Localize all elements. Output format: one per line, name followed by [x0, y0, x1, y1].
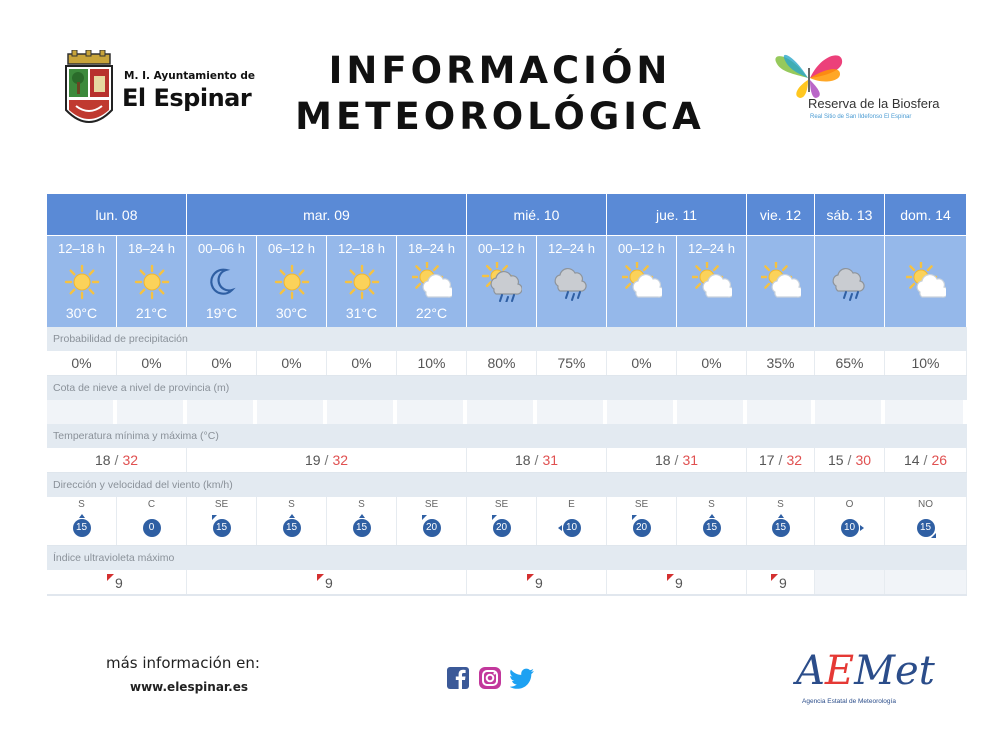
temp-min-max	[885, 448, 967, 472]
snow-level-cell	[467, 400, 537, 424]
uv-cell	[47, 570, 187, 594]
uv-flag-icon	[771, 574, 778, 581]
uv-value: 9	[675, 575, 683, 591]
sun-icon	[272, 262, 312, 302]
wind-arrow-icon	[558, 525, 562, 531]
wind-arrow-icon	[778, 514, 784, 518]
forecast-table	[47, 194, 967, 596]
wind-direction: S	[777, 499, 784, 510]
uv-value: 9	[779, 575, 787, 591]
precip-value: 0%	[117, 351, 187, 375]
precip-value: 0%	[47, 351, 117, 375]
twitter-icon[interactable]	[510, 666, 536, 690]
temp-separator: /	[778, 452, 783, 468]
period-label: 00–12 h	[618, 241, 665, 256]
period-label: 12–18 h	[58, 241, 105, 256]
reserva-name: Reserva de la Biosfera	[808, 96, 940, 111]
period-cell	[747, 235, 815, 327]
period-temperature: 30°C	[275, 305, 308, 321]
period-cell	[47, 235, 117, 327]
wind-section-label: Dirección y velocidad del viento (km/h)	[47, 473, 967, 497]
period-cell	[117, 235, 187, 327]
day-header: sáb. 13	[815, 194, 885, 235]
sun-rain-icon	[482, 262, 522, 302]
sun-cloud-icon	[412, 262, 452, 302]
ayuntamiento-label: M. I. Ayuntamiento de	[124, 70, 255, 82]
wind-speed-badge: 15	[73, 519, 91, 537]
temp-separator: /	[114, 452, 119, 468]
wind-speed-badge: 10	[563, 519, 581, 537]
wind-cell	[327, 497, 397, 545]
uv-section-label: Índice ultravioleta máximo	[47, 546, 967, 570]
wind-cell	[117, 497, 187, 545]
cloud-rain-icon	[552, 262, 592, 302]
period-cell	[677, 235, 747, 327]
period-cell	[815, 235, 885, 327]
temp-max: 26	[931, 452, 948, 468]
aemet-subtitle: Agencia Estatal de Meteorología	[802, 698, 896, 705]
sun-icon	[62, 262, 102, 302]
moon-icon	[202, 262, 242, 302]
snow-level-row	[47, 400, 967, 424]
period-label: 12–24 h	[548, 241, 595, 256]
wind-speed-badge: 15	[353, 519, 371, 537]
coat-of-arms-icon	[62, 50, 116, 134]
uv-value: 9	[115, 575, 123, 591]
temp-min-max	[47, 448, 187, 472]
period-cell	[607, 235, 677, 327]
wind-speed-badge: 15	[703, 519, 721, 537]
temp-max: 30	[855, 452, 872, 468]
wind-arrow-icon	[212, 515, 217, 520]
snow-section-label: Cota de nieve a nivel de provincia (m)	[47, 376, 967, 400]
precip-value: 0%	[257, 351, 327, 375]
precip-value: 35%	[747, 351, 815, 375]
wind-direction: SE	[424, 499, 439, 510]
reserva-subtitle: Real Sitio de San Ildefonso El Espinar	[810, 114, 912, 120]
wind-arrow-icon	[931, 533, 936, 538]
temp-min: 18	[94, 452, 111, 468]
sun-icon	[342, 262, 382, 302]
period-icon-row	[47, 235, 967, 327]
wind-speed-badge: 15	[772, 519, 790, 537]
precip-value: 65%	[815, 351, 885, 375]
period-label: 18–24 h	[408, 241, 455, 256]
sun-cloud-icon	[622, 262, 662, 302]
wind-arrow-icon	[632, 515, 637, 520]
wind-direction: SE	[214, 499, 229, 510]
wind-arrow-icon	[289, 514, 295, 518]
snow-level-cell	[747, 400, 815, 424]
sun-cloud-icon	[692, 262, 732, 302]
period-label: 06–12 h	[268, 241, 315, 256]
wind-direction: SE	[494, 499, 509, 510]
temp-min-max	[607, 448, 747, 472]
title-line-2: METEOROLÓGICA	[295, 95, 705, 138]
period-temperature: 19°C	[205, 305, 238, 321]
temp-min-max	[815, 448, 885, 472]
ayuntamiento-logo	[58, 50, 258, 136]
wind-cell	[47, 497, 117, 545]
wind-speed-badge: 15	[213, 519, 231, 537]
wind-speed-badge: 20	[423, 519, 441, 537]
social-links	[446, 666, 538, 692]
period-label: 00–06 h	[198, 241, 245, 256]
page-title	[250, 48, 750, 140]
wind-speed-badge: 15	[917, 519, 935, 537]
wind-direction: S	[288, 499, 295, 510]
snow-level-cell	[607, 400, 677, 424]
temp-max: 31	[682, 452, 699, 468]
uv-flag-icon	[107, 574, 114, 581]
uv-cell	[467, 570, 607, 594]
snow-level-cell	[677, 400, 747, 424]
wind-speed-badge: 20	[633, 519, 651, 537]
wind-arrow-icon	[709, 514, 715, 518]
temp-separator: /	[923, 452, 928, 468]
temp-min: 14	[903, 452, 920, 468]
precip-value: 10%	[397, 351, 467, 375]
precip-value: 0%	[187, 351, 257, 375]
temp-max: 32	[786, 452, 803, 468]
cloud-rain-icon	[830, 262, 870, 302]
wind-direction: SE	[634, 499, 649, 510]
uv-flag-icon	[317, 574, 324, 581]
municipality-name: El Espinar	[122, 84, 252, 112]
wind-cell	[257, 497, 327, 545]
wind-cell	[815, 497, 885, 545]
sun-cloud-icon	[761, 262, 801, 302]
period-temperature: 30°C	[65, 305, 98, 321]
reserva-biosfera-logo	[770, 48, 970, 132]
temp-separator: /	[674, 452, 679, 468]
temp-min: 17	[758, 452, 775, 468]
wind-cell	[467, 497, 537, 545]
temp-min: 19	[304, 452, 321, 468]
sun-icon	[132, 262, 172, 302]
uv-flag-icon	[667, 574, 674, 581]
precip-value: 80%	[467, 351, 537, 375]
period-label: 12–24 h	[688, 241, 735, 256]
wind-direction: S	[708, 499, 715, 510]
day-header: mar. 09	[187, 194, 467, 235]
website-link[interactable]: www.elespinar.es	[130, 680, 248, 694]
period-cell	[327, 235, 397, 327]
temp-min-max	[747, 448, 815, 472]
temp-min-max	[187, 448, 467, 472]
temp-min: 15	[827, 452, 844, 468]
snow-level-cell	[257, 400, 327, 424]
precipitation-row	[47, 351, 967, 376]
period-cell	[885, 235, 967, 327]
wind-direction: NO	[918, 499, 933, 510]
wind-row	[47, 497, 967, 546]
day-header: dom. 14	[885, 194, 967, 235]
snow-level-cell	[885, 400, 967, 424]
uv-cell	[607, 570, 747, 594]
wind-direction: S	[78, 499, 85, 510]
snow-level-cell	[187, 400, 257, 424]
precip-value: 0%	[327, 351, 397, 375]
wind-arrow-icon	[79, 514, 85, 518]
wind-speed-badge: 20	[493, 519, 511, 537]
butterfly-icon	[770, 48, 850, 100]
wind-cell	[607, 497, 677, 545]
day-header-row	[47, 194, 967, 235]
temp-separator: /	[847, 452, 852, 468]
period-label: 00–12 h	[478, 241, 525, 256]
temp-max: 32	[332, 452, 349, 468]
period-cell	[397, 235, 467, 327]
temp-section-label: Temperatura mínima y máxima (°C)	[47, 424, 967, 448]
period-label: 18–24 h	[128, 241, 175, 256]
title-line-1: INFORMACIÓN	[328, 49, 672, 92]
precip-section-label: Probabilidad de precipitación	[47, 327, 967, 351]
snow-level-cell	[397, 400, 467, 424]
instagram-icon[interactable]	[478, 666, 502, 690]
temp-max: 32	[122, 452, 139, 468]
wind-speed-badge: 15	[283, 519, 301, 537]
temp-separator: /	[534, 452, 539, 468]
uv-value: 9	[325, 575, 333, 591]
wind-cell	[187, 497, 257, 545]
period-cell	[187, 235, 257, 327]
period-cell	[467, 235, 537, 327]
aemet-logo	[796, 648, 935, 710]
more-info-label: más información en:	[106, 654, 260, 672]
day-header: jue. 11	[607, 194, 747, 235]
aemet-wordmark: AEMet	[796, 648, 935, 694]
precip-value: 75%	[537, 351, 607, 375]
wind-direction: E	[568, 499, 575, 510]
uv-cell	[747, 570, 815, 594]
uv-row	[47, 570, 967, 596]
uv-value: 9	[535, 575, 543, 591]
snow-level-cell	[815, 400, 885, 424]
snow-level-cell	[537, 400, 607, 424]
precip-value: 0%	[677, 351, 747, 375]
snow-level-cell	[117, 400, 187, 424]
wind-cell	[677, 497, 747, 545]
wind-direction: S	[358, 499, 365, 510]
snow-level-cell	[327, 400, 397, 424]
precip-value: 10%	[885, 351, 967, 375]
wind-arrow-icon	[860, 525, 864, 531]
wind-cell	[747, 497, 815, 545]
wind-arrow-icon	[359, 514, 365, 518]
uv-flag-icon	[527, 574, 534, 581]
period-temperature: 31°C	[345, 305, 378, 321]
period-cell	[537, 235, 607, 327]
facebook-icon[interactable]	[446, 666, 470, 690]
wind-arrow-icon	[492, 515, 497, 520]
wind-direction: C	[147, 499, 156, 510]
snow-level-cell	[47, 400, 117, 424]
uv-cell	[187, 570, 467, 594]
temp-max: 31	[542, 452, 559, 468]
period-cell	[257, 235, 327, 327]
uv-cell	[885, 570, 967, 594]
temp-min-max	[467, 448, 607, 472]
temperature-row	[47, 448, 967, 473]
wind-speed-badge: 10	[841, 519, 859, 537]
precip-value: 0%	[607, 351, 677, 375]
wind-arrow-icon	[422, 515, 427, 520]
day-header: vie. 12	[747, 194, 815, 235]
day-header: mié. 10	[467, 194, 607, 235]
period-temperature: 22°C	[415, 305, 448, 321]
uv-cell	[815, 570, 885, 594]
day-header: lun. 08	[47, 194, 187, 235]
temp-min: 18	[654, 452, 671, 468]
wind-speed-badge: 0	[143, 519, 161, 537]
wind-cell	[537, 497, 607, 545]
temp-min: 18	[514, 452, 531, 468]
sun-cloud-icon	[906, 262, 946, 302]
wind-cell	[397, 497, 467, 545]
wind-direction: O	[845, 499, 854, 510]
period-label: 12–18 h	[338, 241, 385, 256]
wind-cell	[885, 497, 967, 545]
period-temperature: 21°C	[135, 305, 168, 321]
temp-separator: /	[324, 452, 329, 468]
